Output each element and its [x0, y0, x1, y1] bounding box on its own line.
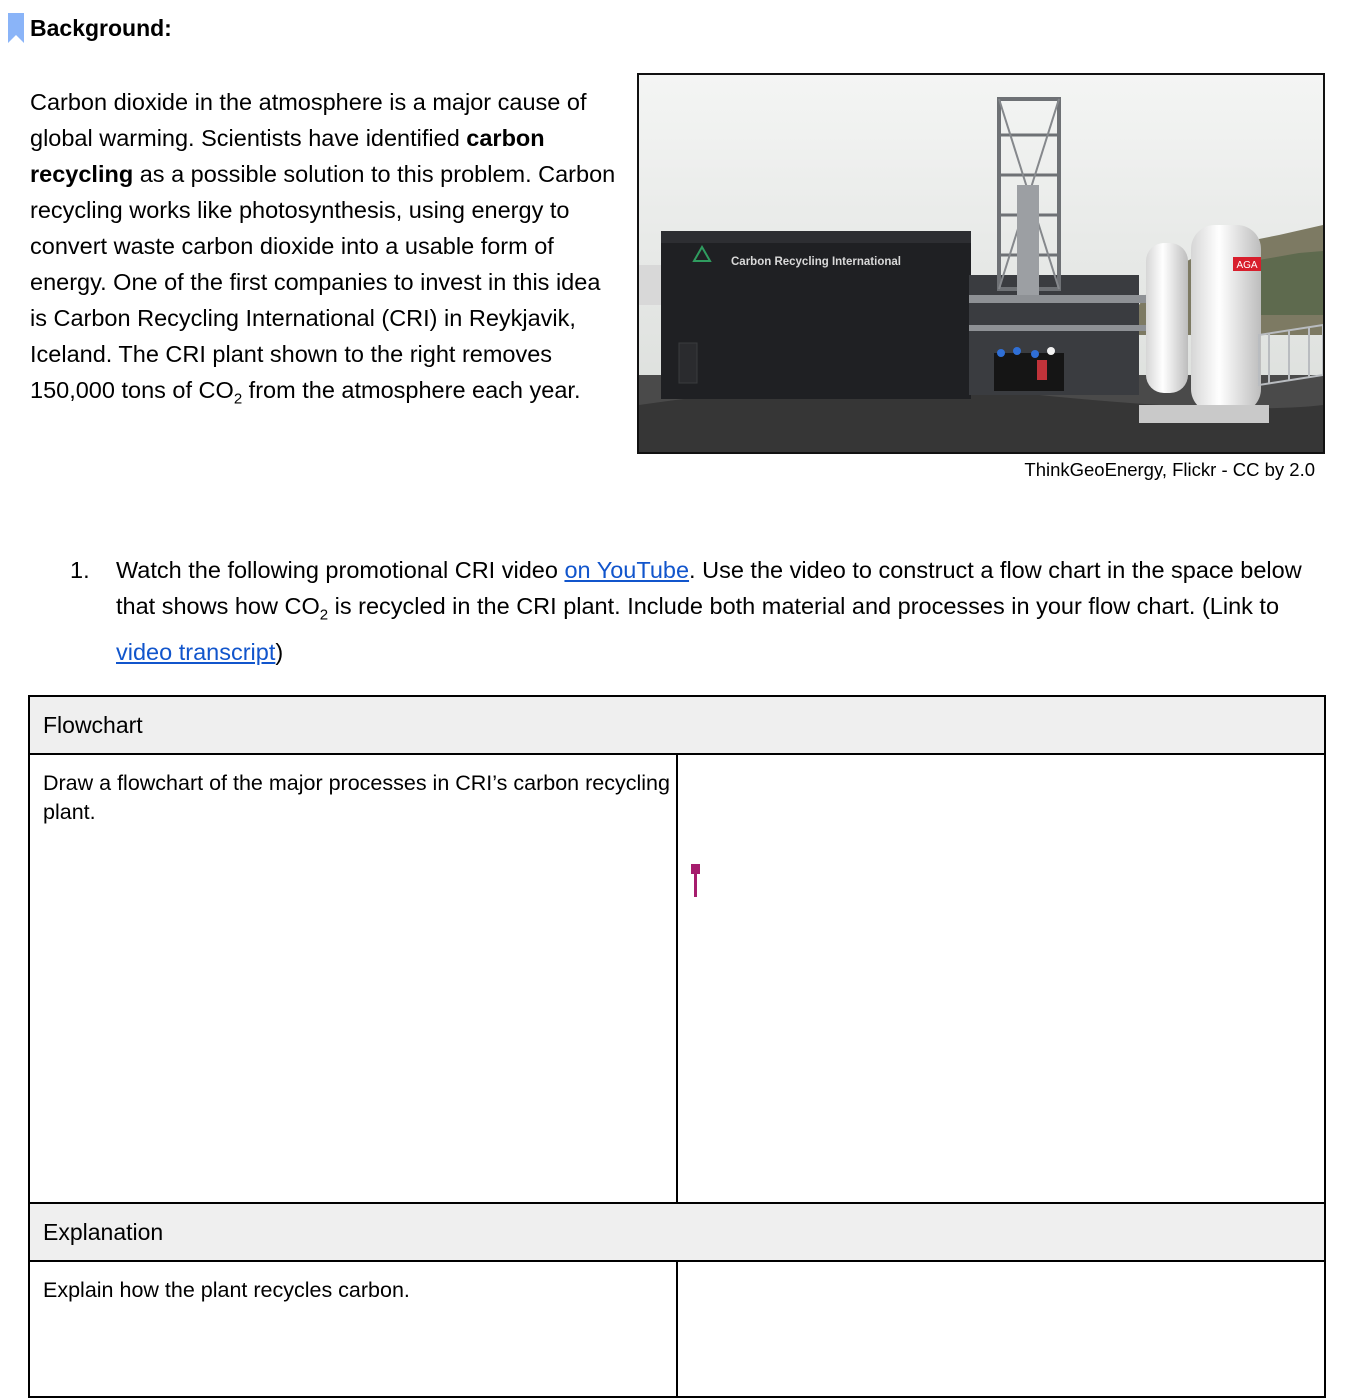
bold-term: carbon recycling [30, 125, 545, 187]
question-number: 1. [70, 557, 90, 583]
plant-sign-text: Carbon Recycling International [731, 256, 901, 268]
cri-plant-photo[interactable] [637, 73, 1325, 454]
explanation-answer-cell[interactable] [677, 1261, 1325, 1397]
text-cursor-icon [689, 864, 701, 897]
question-1 [70, 552, 1310, 670]
plant-photo-illustration [639, 75, 1323, 452]
background-heading-row [8, 12, 172, 44]
bookmark-icon[interactable] [8, 13, 24, 43]
photo-caption: ThinkGeoEnergy, Flickr - CC by 2.0 [1024, 459, 1315, 480]
background-paragraph: Carbon dioxide in the atmosphere is a major cause of global warming. Scientists have identified carbon recycling as a possible solution to this problem. Carbon recycling works like photosynthesis, using energy to convert waste carbon dioxide into a usable form of energy. One of the first companies to invest in this idea is Carbon Recycling International (CRI) in Reykjavik, Iceland. The CRI plant shown to the right removes 150,000 tons of $CO_2$ from the atmosphere each year. [30, 89, 616, 408]
flowchart-prompt: Draw a flowchart of the major processes in CRI’s carbon recycling plant. [29, 754, 677, 1203]
transcript-link[interactable]: video transcript [116, 638, 276, 665]
explanation-prompt: Explain how the plant recycles carbon. [29, 1261, 677, 1397]
explanation-header: Explanation [29, 1203, 1325, 1261]
flowchart-answer-cell[interactable] [677, 754, 1325, 1203]
tank-label: AGA [1236, 260, 1258, 271]
response-table [28, 695, 1326, 1398]
question-text: Watch the following promotional CRI video on YouTube. Use the video to construct a flow chart in the space below that shows how $CO_2$ is recycled in the CRI plant. Include both material and processes in your flow chart. (Link to video transcript) [116, 557, 1302, 665]
background-heading: Background: [30, 14, 172, 41]
youtube-link[interactable]: on YouTube [564, 557, 690, 583]
flowchart-header: Flowchart [29, 696, 1325, 754]
